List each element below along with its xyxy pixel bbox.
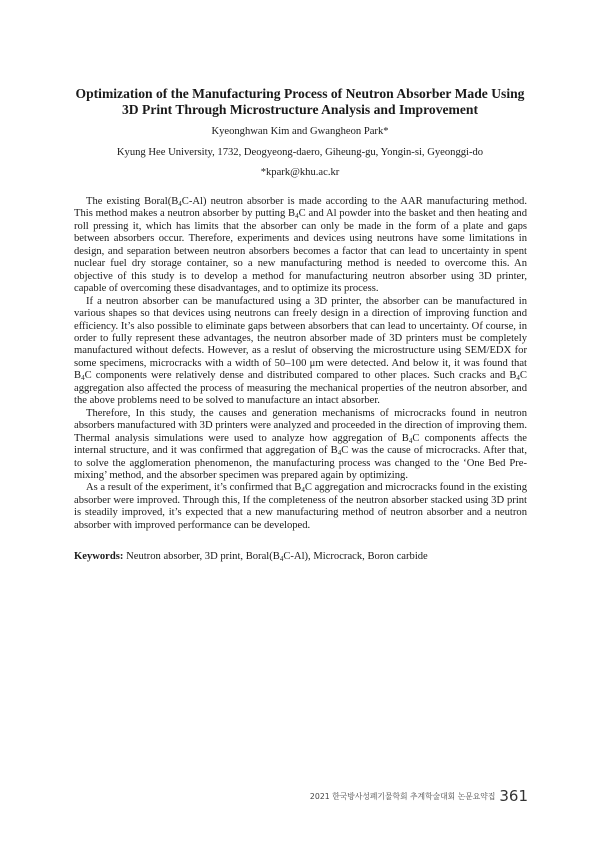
keywords-text: C-Al), Microcrack, Boron carbide (283, 551, 428, 562)
paper-title (60, 86, 540, 118)
page-footer (310, 786, 528, 805)
subscript: 4 (279, 555, 284, 563)
corresponding-email: *kpark@khu.ac.kr (260, 167, 340, 178)
subscript: 4 (178, 200, 182, 208)
subscript: 4 (81, 374, 85, 383)
text-run: C components were relatively dense and distributed compared to other places. Such cracks and B (84, 370, 517, 382)
subscript: 4 (337, 449, 342, 458)
paragraph-3 (74, 408, 527, 483)
text-run: C and Al powder into the basket and then heating and roll pressing it, which has limits that the absorber can only be made in the form of a plate and gaps between absorbers occur. Therefore, experiments and devices using neutrons have some limitations in design, and separation between neutron absorbers becomes a factor that can lead to uncertainty in spent nuclear fuel dry storage container, so a new manufacturing method is needed to overcome this. An objective of this study is to develop a method for manufacturing neutron absorber using 3D printer, capable of overcoming these disadvantages, and to optimize its process. (74, 208, 528, 295)
paragraph-1 (74, 196, 527, 296)
text-run: C aggregation and microcracks found in the existing absorber were improved. Through this, If the completeness of the neutron absorber stacked using 3D print is steadily improved, it’s expected that a new manufacturing method of neutron absorber and a neutron absorber with improved performance can be developed. (74, 482, 527, 531)
subscript: 4 (516, 374, 520, 383)
affiliation: Kyung Hee University, 1732, Deogyeong-daero, Giheung-gu, Yongin-si, Gyeonggi-do (116, 147, 484, 158)
keywords-label: Keywords: (74, 551, 124, 562)
paragraph-2 (74, 296, 527, 408)
text-run: C-Al) neutron absorber is made according to the AAR manufacturing method. This method makes a neutron absorber by putting B (74, 196, 527, 220)
title-line-1: Optimization of the Manufacturing Process of Neutron Absorber Made Using (75, 86, 525, 101)
keywords-text: Neutron absorber, 3D print, Boral(B (123, 551, 280, 562)
text-run: C was the cause of microcracks. After that, to solve the agglomeration phenomenon, the manufacturing process was changed to the ‘One Bed Pre-mixing’ method, and the absorber specimen was prepared again by optimizing. (74, 445, 528, 481)
subscript: 4 (295, 212, 299, 221)
text-run: C components affects the internal structure, and it was confirmed that aggregation of B (74, 432, 527, 457)
text-run: C aggregation also affected the process of measuring the mechanical properties of the neutron absorber, and the above problems need to be solved to manufacture an intact absorber. (74, 370, 527, 407)
text-run: The existing Boral(B (86, 196, 179, 207)
text-run: As a result of the experiment, it’s confirmed that B (86, 482, 302, 494)
page-number: 361 (499, 787, 528, 805)
author-list: Kyeonghwan Kim and Gwangheon Park* (211, 126, 389, 137)
conference-name: 2021 한국방사성폐기물학회 추계학술대회 논문요약집 (309, 792, 496, 801)
title-line-2: 3D Print Through Microstructure Analysis and Improvement (122, 102, 478, 117)
subscript: 4 (301, 486, 305, 495)
abstract-body (74, 196, 527, 532)
paragraph-4 (74, 482, 527, 532)
keywords (74, 550, 527, 563)
subscript: 4 (408, 436, 413, 445)
text-run: If a neutron absorber can be manufactured using a 3D printer, the absorber can be manufactured in various shapes so that devices using neutrons can freely design in a direction of improving function and efficiency. It’s also possible to eliminate gaps between absorbers that can lead to uncertainty. Of course, in order to fully represent these advantages, the neutron absorber made of 3D printers must be completely manufactured without defects. However, as a reslut of observing the microstructure using SEM/EDX for some specimens, microcracks with a width of 50–100 μm were detected. And below it, it was found that B (74, 295, 527, 382)
text-run: Therefore, In this study, the causes and generation mechanisms of microcracks found in neutron absorbers manufactured with 3D printers were analyzed and proceeded in the direction of improving them. Thermal analysis simulations were used to analyze how aggregation of B (74, 407, 527, 444)
